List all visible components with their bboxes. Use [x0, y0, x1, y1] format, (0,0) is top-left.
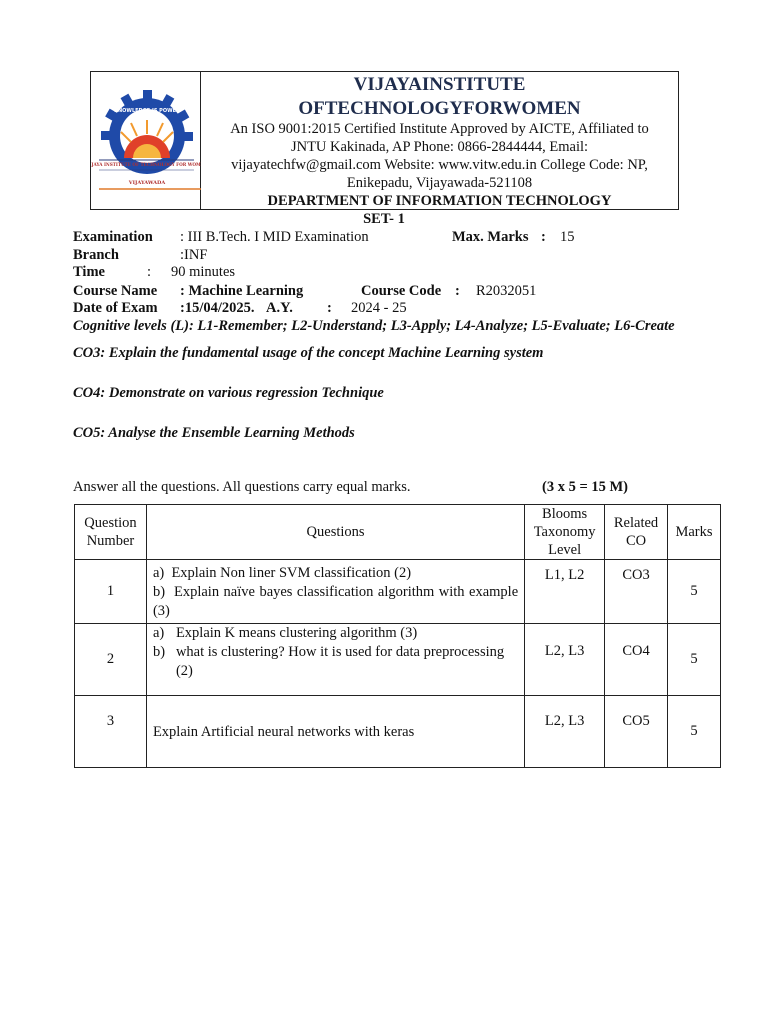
date-label: Date of Exam: [73, 300, 158, 316]
part-text: Explain naïve bayes classification algorithm with example (3): [152, 584, 519, 619]
time-label: Time: [73, 264, 105, 280]
examination-label: Examination: [73, 229, 153, 245]
branch-value: :INF: [180, 247, 208, 263]
logo-caption-line2: VIJAYAWADA: [128, 180, 166, 186]
header-related-co: [605, 505, 668, 560]
branch-row: [73, 246, 373, 264]
question-text: Explain Artificial neural networks with keras: [146, 696, 524, 768]
part-text: Explain K means clustering algorithm (3): [175, 625, 418, 641]
part-label: a): [152, 625, 165, 641]
part-label: b): [152, 584, 166, 600]
related-co: CO3: [605, 560, 668, 624]
blooms-level: L2, L3: [525, 696, 605, 768]
ay-sep: :: [327, 300, 332, 316]
max-marks-sep: :: [541, 229, 546, 245]
blooms-level: L2, L3: [525, 624, 605, 696]
instructions: Answer all the questions. All questions carry equal marks.: [73, 479, 411, 495]
related-co: CO5: [605, 696, 668, 768]
course-code-sep: :: [455, 283, 460, 299]
header-text: Level: [548, 542, 582, 558]
question-marks: 5: [668, 696, 721, 768]
table-row: [75, 560, 721, 624]
date-row: [73, 299, 693, 317]
question-number: 2: [75, 624, 147, 696]
total-marks: (3 x 5 = 15 M): [542, 479, 628, 495]
question-part-a: [153, 624, 518, 643]
course-name-value: : Machine Learning: [180, 283, 304, 299]
question-number: 3: [75, 696, 147, 768]
blooms-level: L1, L2: [525, 560, 605, 624]
table-row: [75, 624, 721, 696]
institute-name-line2: OFTECHNOLOGYFORWOMEN: [298, 98, 581, 119]
branch-label: Branch: [73, 247, 119, 263]
question-part-b: [153, 583, 518, 621]
question-part-b: [153, 643, 518, 681]
institute-desc-line: An ISO 9001:2015 Certified Institute Approved by AICTE, Affiliated to: [230, 121, 649, 137]
max-marks-label: Max. Marks: [452, 229, 529, 245]
institute-desc-line: JNTU Kakinada, AP Phone: 0866-2844444, Email:: [290, 139, 589, 155]
ay-label: A.Y.: [266, 300, 293, 316]
institute-desc-line: Enikepadu, Vijayawada-521108: [346, 175, 533, 191]
logo-ring-text: KNOWLEDGE IS POWER: [114, 108, 180, 114]
course-name-label: Course Name: [73, 283, 158, 299]
question-part-a: [153, 564, 518, 583]
course-outcome-co3: CO3: Explain the fundamental usage of the concept Machine Learning system: [73, 345, 544, 361]
related-co: CO4: [605, 624, 668, 696]
header-text: Taxonomy: [533, 524, 596, 540]
time-value: 90 minutes: [171, 264, 236, 280]
header-question-number: [75, 505, 147, 560]
question-marks: 5: [668, 624, 721, 696]
question-marks: 5: [668, 560, 721, 624]
question-number: 1: [75, 560, 147, 624]
date-value: :15/04/2025.: [180, 300, 255, 316]
question-text: [146, 560, 524, 624]
header-blooms-level: [525, 505, 605, 560]
header-text: Blooms: [542, 506, 588, 522]
time-sep: :: [147, 264, 152, 280]
examination-row: [73, 228, 693, 246]
cognitive-levels: Cognitive levels (L): L1-Remember; L2-Understand; L3-Apply; L4-Analyze; L5-Evaluate; L6-Create: [73, 318, 675, 334]
part-label: a): [152, 565, 165, 581]
course-code-value: R2032051: [476, 283, 537, 299]
department-name: DEPARTMENT OF INFORMATION TECHNOLOGY: [267, 193, 612, 209]
ay-value: 2024 - 25: [351, 300, 407, 316]
question-text: [146, 624, 524, 696]
logo-cell: [91, 72, 201, 209]
set-label: SET- 1: [363, 211, 405, 227]
logo-caption-line1: VIJAYA INSTITUTE OF TECHNOLOGY FOR WOMEN: [91, 162, 201, 167]
part-label: b): [152, 644, 166, 660]
time-row: [73, 263, 373, 281]
part-text: Explain Non liner SVM classification (2): [171, 565, 412, 581]
institute-logo: [91, 72, 201, 209]
part-text: what is clustering? How it is used for data preprocessing (2): [175, 644, 505, 679]
examination-value: : III B.Tech. I MID Examination: [180, 229, 369, 245]
institute-info: [201, 72, 678, 209]
header-text: Related: [613, 515, 659, 531]
institute-description: [201, 120, 678, 192]
table-row: [75, 696, 721, 768]
institute-desc-line: vijayatechfw@gmail.com Website: www.vitw.edu.in College Code: NP,: [231, 157, 648, 173]
max-marks-value: 15: [560, 229, 575, 245]
header-questions: Questions: [146, 505, 524, 560]
table-header-row: [75, 505, 721, 560]
course-row: [73, 282, 693, 300]
course-code-label: Course Code: [361, 283, 442, 299]
header-text: CO: [625, 533, 647, 549]
questions-table: [74, 504, 721, 768]
institute-header: [90, 71, 679, 210]
header-text: Question: [84, 515, 137, 531]
institute-name-line1: VIJAYAINSTITUTE: [353, 74, 526, 95]
header-marks: Marks: [668, 505, 721, 560]
course-outcome-co5: CO5: Analyse the Ensemble Learning Methods: [73, 425, 355, 441]
course-outcome-co4: CO4: Demonstrate on various regression Technique: [73, 385, 384, 401]
header-text: Number: [86, 533, 135, 549]
